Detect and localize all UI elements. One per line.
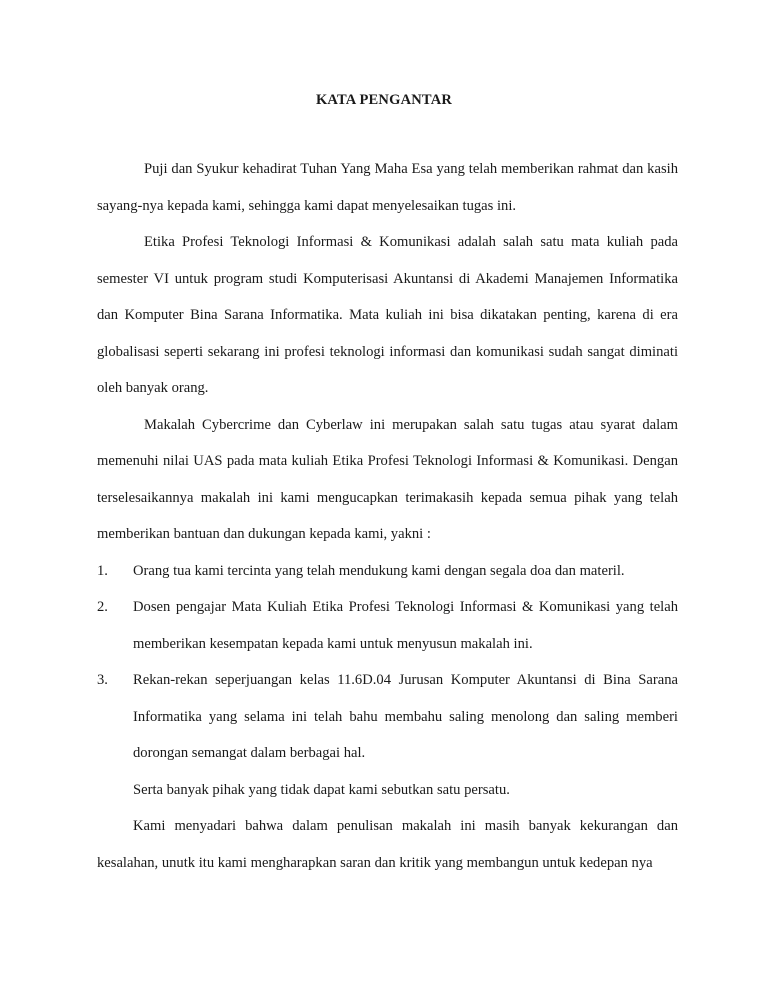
list-item-text: Rekan-rekan seperjuangan kelas 11.6D.04 Jurusan Komputer Akuntansi di Bina Sarana Informatika yang selama ini telah bahu membahu saling menolong dan saling memberi dorongan semangat dalam berbagai hal. [133,672,678,761]
list-item [97,553,678,590]
paragraph-paper-purpose: Makalah Cybercrime dan Cyberlaw ini merupakan salah satu tugas atau syarat dalam memenuhi nilai UAS pada mata kuliah Etika Profesi Teknologi Informasi & Komunikasi. Dengan terselesaikannya makalah ini kami mengucapkan terimakasih kepada semua pihak yang telah memberikan bantuan dan dukungan kepada kami, yakni : [97,416,678,542]
list-item-text: Dosen pengajar Mata Kuliah Etika Profesi Teknologi Informasi & Komunikasi yang telah memberikan kesempatan kepada kami untuk menyusun makalah ini. [133,599,678,652]
list-followup-text: Serta banyak pihak yang tidak dapat kami sebutkan satu persatu. [133,781,510,798]
list-item-text: Orang tua kami tercinta yang telah mendukung kami dengan segala doa dan materil. [133,562,625,579]
document-body [97,151,678,881]
paragraph-opening: Puji dan Syukur kehadirat Tuhan Yang Maha Esa yang telah memberikan rahmat dan kasih sayang-nya kepada kami, sehingga kami dapat menyelesaikan tugas ini. [97,161,678,214]
page-title: KATA PENGANTAR [315,92,453,108]
paragraph-closing: Kami menyadari bahwa dalam penulisan makalah ini masih banyak kekurangan dan kesalahan, unutk itu kami mengharapkan saran dan kritik yang membangun untuk kedepan nya [97,818,678,871]
list-number: 1. [97,562,108,579]
thanks-list [97,553,678,772]
list-item [97,589,678,662]
list-number: 2. [97,599,108,615]
paragraph-course-intro: Etika Profesi Teknologi Informasi & Komunikasi adalah salah satu mata kuliah pada semester VI untuk program studi Komputerisasi Akuntansi di Akademi Manajemen Informatika dan Komputer Bina Sarana Informatika. Mata kuliah ini bisa dikatakan penting, karena di era globalisasi seperti sekarang ini profesi teknologi informasi dan komunikasi sudah sangat diminati oleh banyak orang. [97,234,678,396]
list-item [97,662,678,772]
list-number: 3. [97,672,108,688]
